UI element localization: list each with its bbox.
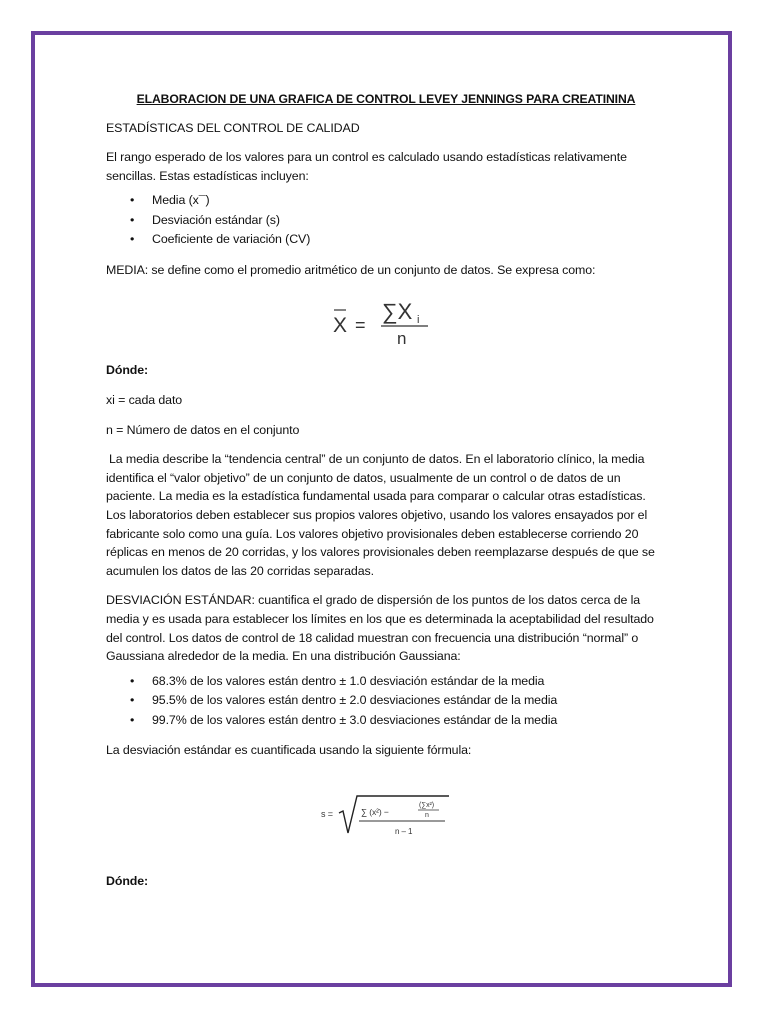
list-item: • 99.7% de los valores están dentro ± 3.0 desviaciones estándar de la media (106, 711, 666, 731)
mean-denominator: n (397, 329, 407, 349)
document-title: ELABORACION DE UNA GRAFICA DE CONTROL LEVEY JENNINGS PARA CREATININA (136, 92, 636, 106)
list-item: • Coeficiente de variación (CV) (106, 230, 666, 250)
bullet-icon: • (130, 712, 135, 727)
mean-equals: = (355, 315, 366, 336)
media-paragraph: La media describe la “tendencia central” de un conjunto de datos. En el laboratorio clínico, la media identifica el “valor objetivo” de un conjunto de datos, usualmente de un control o de datos de un paciente. La media es la estadística fundamental usada para comparar o calcular otras estadísticas. Los laboratorios deben establecer sus propios valores objetivo, usando los valores ensayados por el fabricante solo como una guía. Los valores objetivo provisionales deben establecerse corriendo 20 réplicas en menos de 20 corridas, y los valores provisionales deben reemplazarse después de que se acumulen los datos de las 20 corridas separadas. (106, 452, 655, 578)
intro-paragraph: El rango esperado de los valores para un control es calculado usando estadísticas relativamente sencillas. Estas estadísticas incluyen: (106, 150, 627, 183)
document-body (106, 90, 666, 890)
mean-formula-graphic (331, 294, 441, 350)
donde-label-2: Dónde: (106, 873, 149, 888)
list-item: • 68.3% de los valores están dentro ± 1.0 desviación estándar de la media (106, 672, 666, 692)
sd-paragraph: DESVIACIÓN ESTÁNDAR: cuantifica el grado de dispersión de los puntos de los datos cerca de la media y es usada para establecer los límites en los que es determinada la aceptabilidad del resultado del control. Los datos de control de 18 calidad muestran con frecuencia una distribución “normal” o Gaussiana alrededor de la media. En una distribución Gaussiana: (106, 593, 654, 664)
list-item: • 95.5% de los valores están dentro ± 2.0 desviaciones estándar de la media (106, 691, 666, 711)
bullet-icon: • (130, 193, 135, 208)
stats-list (106, 191, 666, 250)
n-definition: n = Número de datos en el conjunto (106, 422, 300, 437)
mean-formula (106, 291, 666, 353)
bullet-icon: • (130, 212, 135, 227)
sd-formula-graphic (321, 793, 451, 845)
sd-lhs: s = (321, 808, 333, 819)
bullet-icon: • (130, 673, 135, 688)
sd-inner-numerator: (∑x²) (419, 801, 434, 809)
media-definition: MEDIA: se define como el promedio aritmético de un conjunto de datos. Se expresa como: (106, 262, 596, 277)
xi-definition: xi = cada dato (106, 393, 183, 408)
list-item: • Media (x¯) (106, 191, 666, 211)
sd-inner-denominator: n (425, 811, 429, 819)
bullet-icon: • (130, 693, 135, 708)
section-heading: ESTADÍSTICAS DEL CONTROL DE CALIDAD (106, 120, 360, 135)
sd-numerator: ∑ (x²) − (361, 806, 389, 817)
sd-formula (106, 784, 666, 854)
mean-numerator: ∑X (382, 299, 413, 325)
donde-label: Dónde: (106, 363, 149, 378)
bullet-icon: • (130, 232, 135, 247)
mean-subscript: i (417, 314, 420, 327)
sd-formula-intro: La desviación estándar es cuantificada usando la siguiente fórmula: (106, 743, 472, 758)
gauss-list (106, 672, 666, 731)
sd-denominator: n – 1 (395, 826, 413, 836)
mean-lhs: X (333, 314, 347, 338)
list-item: • Desviación estándar (s) (106, 211, 666, 231)
